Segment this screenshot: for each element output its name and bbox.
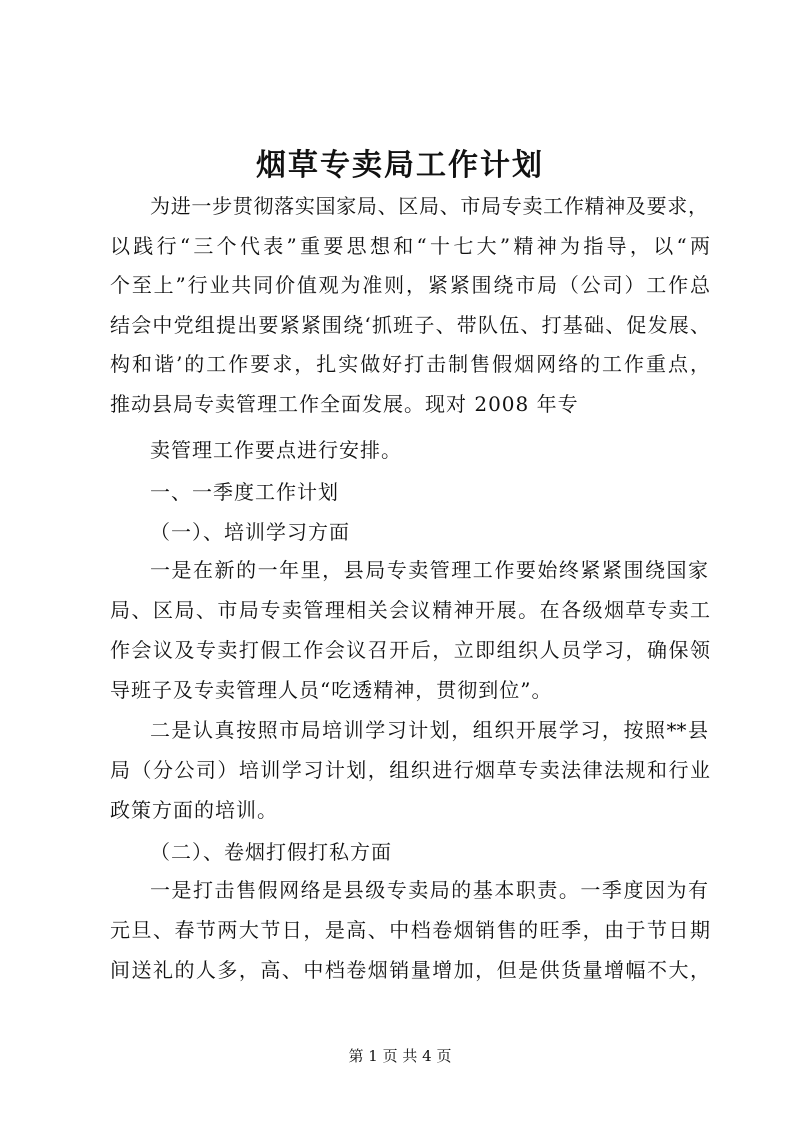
paragraph-line: 结会中党组提出要紧紧围绕‘抓班子、带队伍、打基础、促发展、 — [110, 313, 710, 337]
paragraph-line: 个至上”行业共同价值观为准则，紧紧围绕市局（公司）工作总 — [110, 273, 710, 297]
paragraph-line: 局（分公司）培训学习计划，组织进行烟草专卖法律法规和行业 — [110, 758, 710, 782]
paragraph-line: 推动县局专卖管理工作全面发展。现对 2008 年专 — [110, 392, 579, 416]
paragraph-line: 政策方面的培训。 — [110, 798, 278, 822]
subsection-heading: （一）、培训学习方面 — [150, 520, 350, 544]
paragraph-line: 构和谐’的工作要求，扎实做好打击制售假烟网络的工作重点， — [110, 352, 710, 376]
paragraph-line: 二是认真按照市局培训学习计划，组织开展学习，按照**县 — [150, 718, 708, 742]
paragraph-line: 导班子及专卖管理人员“吃透精神，贯彻到位”。 — [110, 678, 553, 702]
document-title: 烟草专卖局工作计划 — [256, 148, 544, 183]
paragraph-line: 为进一步贯彻落实国家局、区局、市局专卖工作精神及要求， — [150, 194, 708, 218]
page-indicator: 第 1 页 共 4 页 — [348, 1047, 452, 1065]
paragraph-line: 间送礼的人多，高、中档卷烟销量增加，但是供货量增幅不大， — [110, 958, 710, 982]
paragraph-line: 一是在新的一年里，县局专卖管理工作要始终紧紧围绕国家 — [150, 558, 708, 582]
paragraph-line: 作会议及专卖打假工作会议召开后，立即组织人员学习，确保领 — [110, 638, 710, 662]
paragraph-line: 局、区局、市局专卖管理相关会议精神开展。在各级烟草专卖工 — [110, 598, 710, 622]
section-heading: 一、一季度工作计划 — [150, 480, 339, 504]
paragraph-line: 卖管理工作要点进行安排。 — [150, 438, 402, 462]
paragraph-line: 以践行“三个代表”重要思想和“十七大”精神为指导，以“两 — [110, 234, 710, 258]
paragraph-line: 元旦、春节两大节日，是高、中档卷烟销售的旺季，由于节日期 — [110, 918, 710, 942]
subsection-heading: （二）、卷烟打假打私方面 — [150, 840, 392, 864]
paragraph-line: 一是打击售假网络是县级专卖局的基本职责。一季度因为有 — [150, 878, 708, 902]
